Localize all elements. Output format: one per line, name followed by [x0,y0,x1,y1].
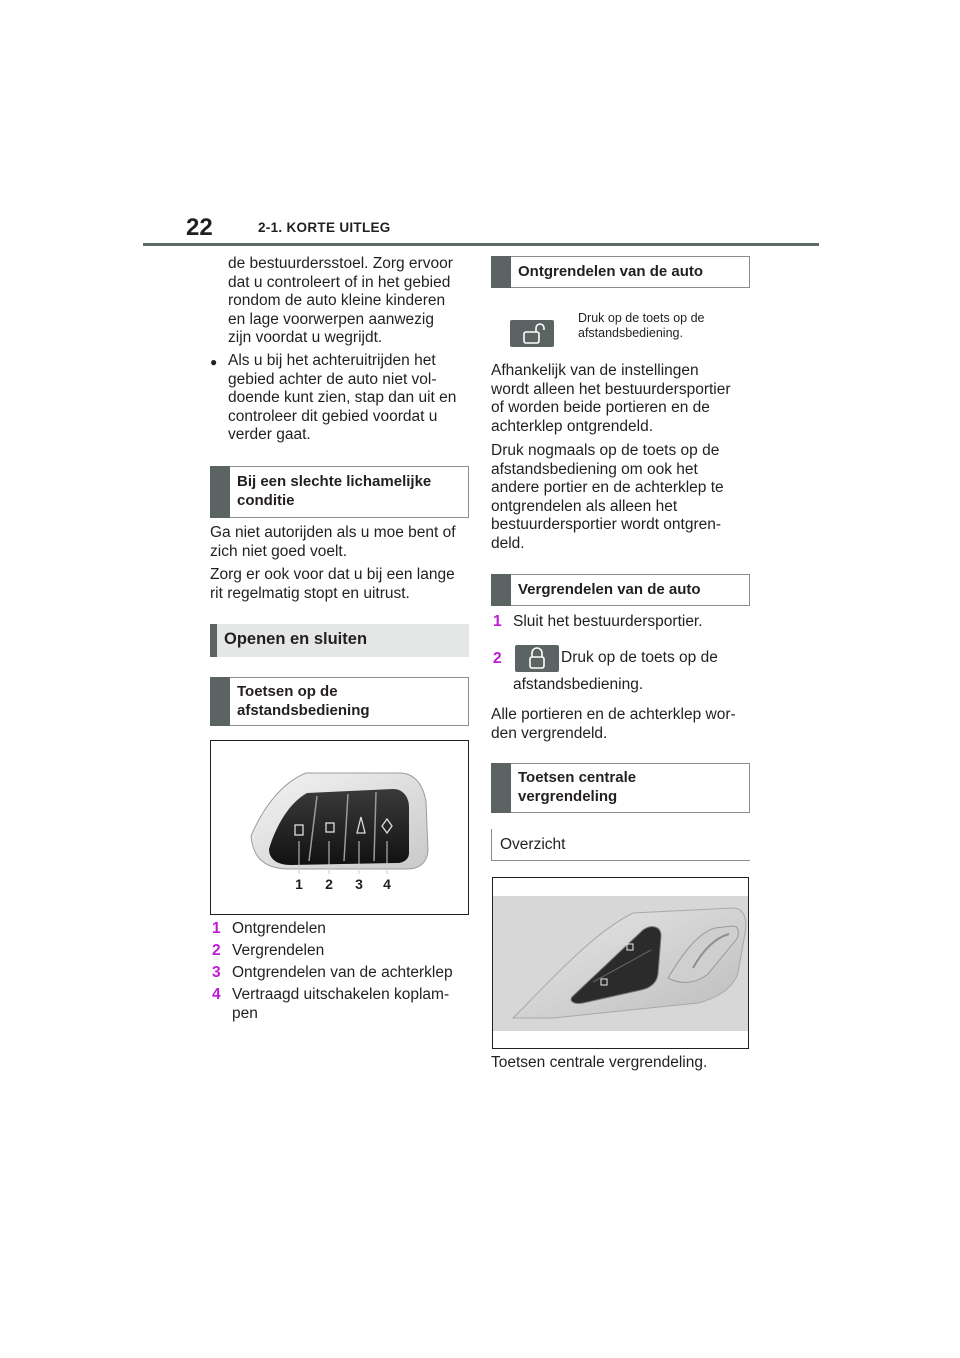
subheading-bar [210,677,230,726]
text-line: zich niet goed voelt. [210,542,348,560]
text-line: deld. [491,534,525,552]
step-2-text-continuation: afstandsbediening. [513,676,644,693]
text-line: den vergrendeld. [491,724,608,742]
figure-label-2: 2 [325,876,333,892]
key-fob-figure [210,740,469,915]
subheading-box-keys [210,677,469,726]
text-line: dat u controleert of in het gebied [228,273,451,291]
text-line: en lage voorwerpen aanwezig [228,310,434,328]
bullet-item [228,352,478,445]
subheading-text: Ontgrendelen van de auto [518,263,704,280]
text-line: gebied achter de auto niet vol- [228,370,437,388]
figure-label-3: 3 [355,876,363,892]
text-line: de bestuurdersstoel. Zorg ervoor [228,255,453,272]
subheading-box-central [491,763,750,813]
section-heading: Openen en sluiten [224,630,368,648]
subheading-bar [491,763,511,813]
text-line: Alle portieren en de achterklep wor- [491,706,736,723]
text-line: afstandsbediening om ook het [491,460,698,478]
text-line: rondom de auto kleine kinderen [228,292,446,310]
text-line: ontgrendelen als alleen het [491,497,678,515]
subheading-text: Vergrendelen van de auto [518,581,701,598]
subheading-box-unlock [491,256,750,288]
unlock-paragraph-1 [491,362,756,436]
step-2-text: Druk op de toets op de [561,649,718,666]
text-line: doende kunt zien, stap dan uit en [228,389,457,407]
text-line: ● Als u bij het achteruitrijden het [228,352,436,369]
unlock-paragraph-2 [491,442,756,554]
text-line: achterklep ontgrendeld. [491,417,654,435]
text-line: Zorg er ook voor dat u bij een lange [210,566,455,583]
text-line: bestuurdersportier wordt ontgren- [491,516,722,534]
text-line: of worden beide portieren en de [491,399,710,417]
text-line: controleer dit gebied voordat u [228,407,438,425]
text-line: Ga niet autorijden als u moe bent of [210,524,456,541]
figure-label-4: 4 [383,876,391,892]
chapter-title: 2-1. KORTE UITLEG [258,220,391,235]
lock-icon [515,645,559,672]
overview-heading: Overzicht [500,836,566,853]
subheading-text: Bij een slechte lichamelijke conditie [237,473,432,509]
text-line: andere portier en de achterklep te [491,479,724,497]
text-line: wordt alleen het bestuurdersportier [491,380,731,398]
section-bar [210,624,217,657]
condition-paragraph-1 [210,524,475,561]
subheading-text: Toetsen op de afstandsbediening [237,683,370,719]
door-panel-illustration [493,878,748,1048]
unlock-button-icon [510,320,554,347]
text-line: Druk nogmaals op de toets op de [491,442,720,459]
intro-paragraph [228,255,478,348]
subheading-box-condition [210,466,469,518]
subheading-text: Toetsen centrale vergrendeling [518,769,637,805]
text-line: verder gaat. [228,426,311,444]
subheading-bar [210,466,230,518]
key-fob-illustration [211,741,468,914]
lock-button-icon [515,645,559,672]
lock-result-paragraph [491,706,756,743]
unlock-icon [510,320,554,347]
unlock-note: Druk op de toets op de afstandsbediening. [578,311,705,340]
section-heading-box [210,624,469,657]
figure-label-1: 1 [295,876,303,892]
subheading-bar [491,574,511,606]
text-line: zijn voordat u wegrijdt. [228,329,383,347]
condition-paragraph-2 [210,566,475,603]
text-line: rit regelmatig stopt en uitrust. [210,584,410,602]
page-number: 22 [186,214,213,241]
figure-caption: Toetsen centrale vergrendeling. [491,1054,708,1071]
header-rule [143,243,819,246]
central-locking-figure [492,877,749,1049]
subheading-box-lock [491,574,750,606]
text-line: Afhankelijk van de instellingen [491,362,699,379]
overview-heading-box [491,829,750,861]
subheading-bar [491,256,511,288]
